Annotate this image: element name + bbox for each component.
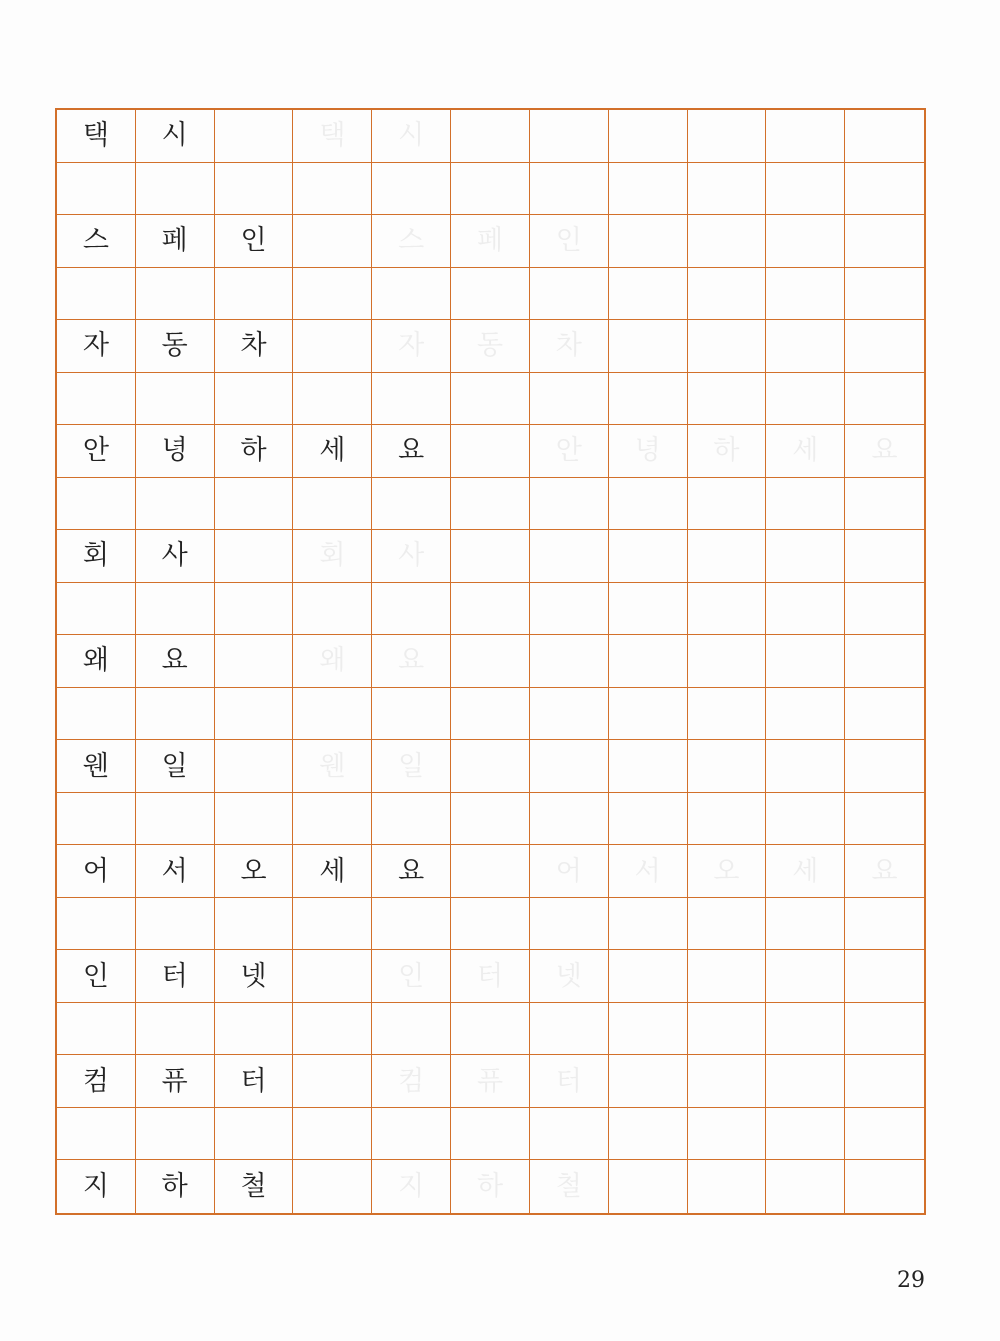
trace-syllable: 사 [372,530,451,583]
model-syllable: 지 [57,1160,136,1213]
grid-cell [766,740,845,793]
blank-practice-cell [215,583,294,636]
model-syllable: 터 [215,1055,294,1108]
trace-syllable: 요 [845,425,924,478]
grid-cell [293,320,372,373]
grid-cell [609,950,688,1003]
practice-grid [55,108,926,1215]
model-syllable: 세 [293,845,372,898]
grid-cell [845,110,924,163]
model-syllable: 퓨 [136,1055,215,1108]
grid-cell [688,320,767,373]
grid-cell [845,1055,924,1108]
blank-practice-cell [215,898,294,951]
model-syllable: 인 [57,950,136,1003]
blank-practice-cell [766,793,845,846]
model-syllable: 컴 [57,1055,136,1108]
page-number: 29 [897,1268,925,1293]
blank-practice-cell [766,373,845,426]
blank-practice-cell [57,898,136,951]
trace-syllable: 일 [372,740,451,793]
grid-cell [688,110,767,163]
grid-cell [845,1160,924,1213]
blank-practice-cell [451,688,530,741]
trace-syllable: 터 [530,1055,609,1108]
blank-practice-cell [372,268,451,321]
blank-practice-cell [688,478,767,531]
blank-practice-cell [530,1003,609,1056]
model-syllable: 터 [136,950,215,1003]
blank-practice-cell [57,268,136,321]
trace-syllable: 인 [372,950,451,1003]
grid-cell [845,215,924,268]
model-syllable: 요 [136,635,215,688]
grid-cell [530,740,609,793]
grid-cell [688,1055,767,1108]
blank-practice-cell [215,373,294,426]
grid-cell [451,845,530,898]
blank-practice-cell [372,163,451,216]
blank-practice-cell [57,373,136,426]
model-syllable: 자 [57,320,136,373]
blank-practice-cell [530,478,609,531]
model-syllable: 시 [136,110,215,163]
grid-cell [766,215,845,268]
grid-cell [609,635,688,688]
blank-practice-cell [766,1108,845,1161]
blank-practice-cell [688,268,767,321]
grid-cell [766,320,845,373]
model-syllable: 요 [372,425,451,478]
grid-cell [451,740,530,793]
blank-practice-cell [451,1003,530,1056]
grid-cell [215,635,294,688]
blank-practice-cell [136,373,215,426]
trace-syllable: 오 [688,845,767,898]
grid-cell [530,110,609,163]
blank-practice-cell [293,373,372,426]
model-syllable: 동 [136,320,215,373]
model-syllable: 차 [215,320,294,373]
grid-cell [845,740,924,793]
model-syllable: 녕 [136,425,215,478]
grid-cell [766,950,845,1003]
trace-syllable: 페 [451,215,530,268]
trace-syllable: 스 [372,215,451,268]
blank-practice-cell [215,793,294,846]
grid-cell [293,950,372,1003]
grid-cell [609,320,688,373]
model-syllable: 철 [215,1160,294,1213]
trace-syllable: 퓨 [451,1055,530,1108]
blank-practice-cell [57,688,136,741]
blank-practice-cell [766,478,845,531]
blank-practice-cell [136,688,215,741]
trace-syllable: 요 [845,845,924,898]
model-syllable: 요 [372,845,451,898]
blank-practice-cell [293,688,372,741]
trace-syllable: 지 [372,1160,451,1213]
model-syllable: 넷 [215,950,294,1003]
grid-cell [688,740,767,793]
model-syllable: 회 [57,530,136,583]
model-syllable: 웬 [57,740,136,793]
blank-practice-cell [293,898,372,951]
blank-practice-cell [688,583,767,636]
grid-cell [530,530,609,583]
blank-practice-cell [530,163,609,216]
grid-cell [215,110,294,163]
blank-practice-cell [609,268,688,321]
grid-cell [530,635,609,688]
blank-practice-cell [215,688,294,741]
grid-cell [293,215,372,268]
grid-cell [766,1160,845,1213]
trace-syllable: 인 [530,215,609,268]
trace-syllable: 철 [530,1160,609,1213]
blank-practice-cell [609,373,688,426]
blank-practice-cell [766,268,845,321]
blank-practice-cell [766,688,845,741]
blank-practice-cell [766,898,845,951]
blank-practice-cell [845,478,924,531]
model-syllable: 하 [136,1160,215,1213]
blank-practice-cell [609,1108,688,1161]
model-syllable: 일 [136,740,215,793]
blank-practice-cell [845,688,924,741]
model-syllable: 서 [136,845,215,898]
blank-practice-cell [372,688,451,741]
grid-cell [766,530,845,583]
trace-syllable: 하 [451,1160,530,1213]
grid-cell [451,530,530,583]
blank-practice-cell [609,688,688,741]
grid-cell [609,215,688,268]
blank-practice-cell [451,1108,530,1161]
blank-practice-cell [609,163,688,216]
model-syllable: 사 [136,530,215,583]
trace-syllable: 요 [372,635,451,688]
trace-syllable: 동 [451,320,530,373]
blank-practice-cell [293,583,372,636]
blank-practice-cell [845,1108,924,1161]
blank-practice-cell [688,1108,767,1161]
trace-syllable: 서 [609,845,688,898]
blank-practice-cell [136,898,215,951]
blank-practice-cell [372,373,451,426]
blank-practice-cell [609,898,688,951]
grid-cell [688,215,767,268]
model-syllable: 페 [136,215,215,268]
blank-practice-cell [609,1003,688,1056]
model-syllable: 스 [57,215,136,268]
trace-syllable: 안 [530,425,609,478]
blank-practice-cell [845,793,924,846]
blank-practice-cell [57,1003,136,1056]
blank-practice-cell [57,163,136,216]
blank-practice-cell [845,1003,924,1056]
blank-practice-cell [136,478,215,531]
grid-cell [688,950,767,1003]
grid-cell [845,320,924,373]
blank-practice-cell [451,163,530,216]
grid-cell [845,530,924,583]
blank-practice-cell [293,793,372,846]
blank-practice-cell [609,583,688,636]
blank-practice-cell [530,268,609,321]
blank-practice-cell [215,1108,294,1161]
blank-practice-cell [609,478,688,531]
model-syllable: 택 [57,110,136,163]
blank-practice-cell [136,793,215,846]
blank-practice-cell [688,688,767,741]
grid-cell [609,740,688,793]
blank-practice-cell [215,478,294,531]
blank-practice-cell [451,373,530,426]
grid-cell [845,635,924,688]
blank-practice-cell [57,583,136,636]
blank-practice-cell [136,1108,215,1161]
blank-practice-cell [372,1108,451,1161]
blank-practice-cell [293,163,372,216]
blank-practice-cell [451,898,530,951]
blank-practice-cell [766,163,845,216]
blank-practice-cell [530,688,609,741]
blank-practice-cell [530,898,609,951]
trace-syllable: 녕 [609,425,688,478]
blank-practice-cell [530,1108,609,1161]
trace-syllable: 터 [451,950,530,1003]
grid-cell [609,530,688,583]
blank-practice-cell [451,583,530,636]
grid-cell [845,950,924,1003]
blank-practice-cell [845,583,924,636]
blank-practice-cell [372,898,451,951]
trace-syllable: 어 [530,845,609,898]
blank-practice-cell [57,793,136,846]
blank-practice-cell [136,163,215,216]
blank-practice-cell [215,163,294,216]
blank-practice-cell [530,583,609,636]
blank-practice-cell [845,163,924,216]
grid-cell [215,530,294,583]
blank-practice-cell [530,373,609,426]
model-syllable: 인 [215,215,294,268]
blank-practice-cell [372,1003,451,1056]
blank-practice-cell [530,793,609,846]
blank-practice-cell [293,1003,372,1056]
grid-cell [688,635,767,688]
blank-practice-cell [136,1003,215,1056]
blank-practice-cell [688,373,767,426]
blank-practice-cell [451,268,530,321]
trace-syllable: 넷 [530,950,609,1003]
blank-practice-cell [293,478,372,531]
grid-cell [215,740,294,793]
trace-syllable: 왜 [293,635,372,688]
blank-practice-cell [766,583,845,636]
trace-syllable: 세 [766,845,845,898]
grid-cell [766,1055,845,1108]
blank-practice-cell [215,1003,294,1056]
trace-syllable: 차 [530,320,609,373]
blank-practice-cell [845,898,924,951]
grid-cell [609,1160,688,1213]
blank-practice-cell [688,898,767,951]
trace-syllable: 택 [293,110,372,163]
grid-cell [609,110,688,163]
grid-cell [293,1055,372,1108]
blank-practice-cell [688,793,767,846]
grid-cell [766,635,845,688]
model-syllable: 어 [57,845,136,898]
grid-cell [451,635,530,688]
blank-practice-cell [372,793,451,846]
blank-practice-cell [293,268,372,321]
trace-syllable: 시 [372,110,451,163]
blank-practice-cell [57,1108,136,1161]
trace-syllable: 컴 [372,1055,451,1108]
grid-cell [451,110,530,163]
model-syllable: 하 [215,425,294,478]
grid-cell [451,425,530,478]
blank-practice-cell [57,478,136,531]
blank-practice-cell [451,793,530,846]
blank-practice-cell [845,268,924,321]
blank-practice-cell [372,583,451,636]
blank-practice-cell [372,478,451,531]
grid-cell [766,110,845,163]
blank-practice-cell [293,1108,372,1161]
blank-practice-cell [215,268,294,321]
trace-syllable: 세 [766,425,845,478]
blank-practice-cell [688,163,767,216]
model-syllable: 안 [57,425,136,478]
grid-cell [293,1160,372,1213]
blank-practice-cell [688,1003,767,1056]
blank-practice-cell [609,793,688,846]
trace-syllable: 회 [293,530,372,583]
grid-cell [688,1160,767,1213]
blank-practice-cell [136,583,215,636]
grid-cell [688,530,767,583]
blank-practice-cell [845,373,924,426]
trace-syllable: 자 [372,320,451,373]
trace-syllable: 하 [688,425,767,478]
grid-cell [609,1055,688,1108]
model-syllable: 오 [215,845,294,898]
blank-practice-cell [766,1003,845,1056]
model-syllable: 세 [293,425,372,478]
blank-practice-cell [136,268,215,321]
trace-syllable: 웬 [293,740,372,793]
model-syllable: 왜 [57,635,136,688]
blank-practice-cell [451,478,530,531]
